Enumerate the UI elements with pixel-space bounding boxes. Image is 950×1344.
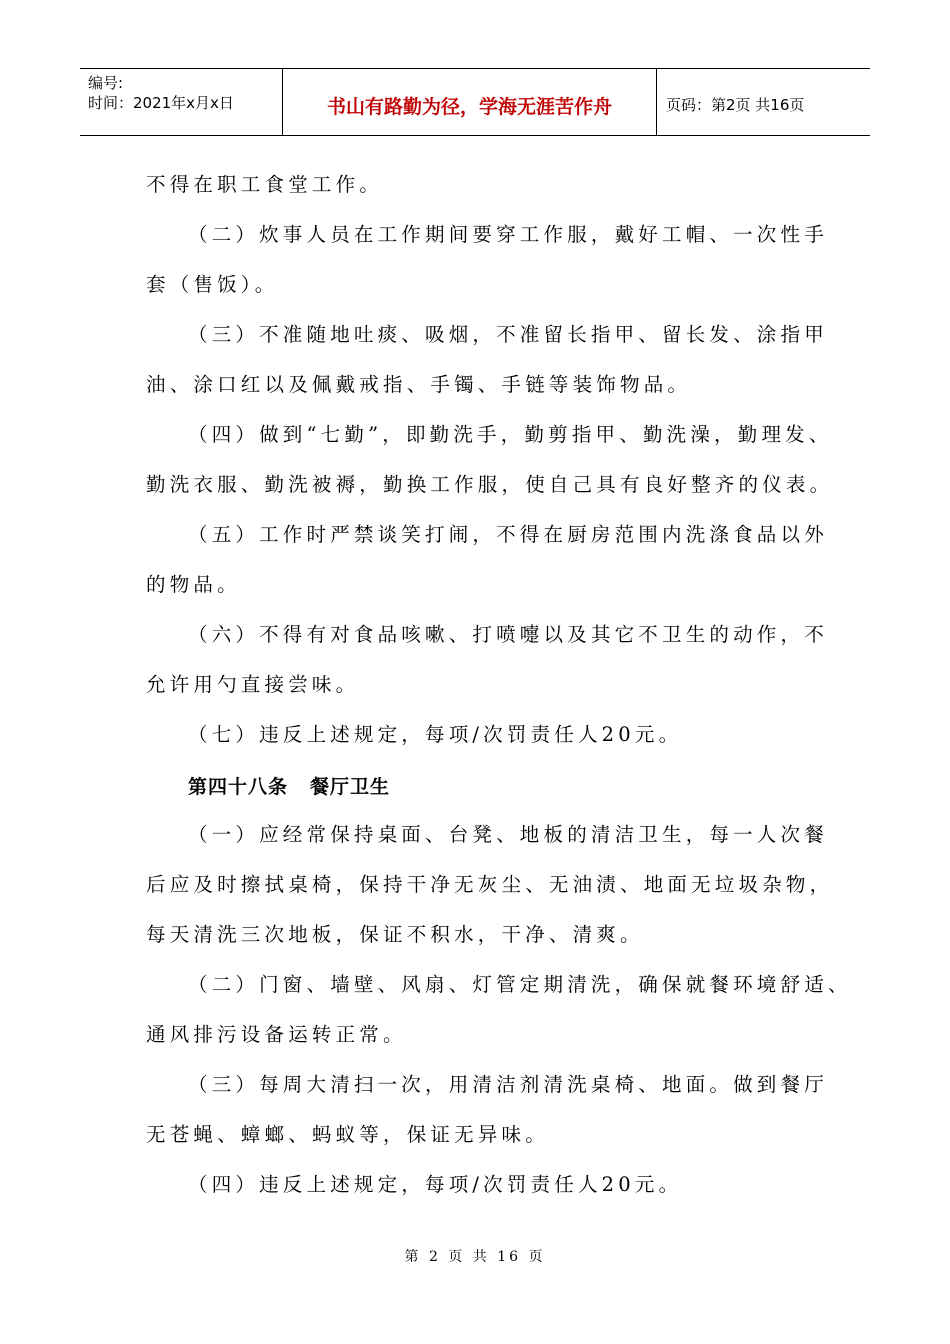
- header-meta: [80, 69, 283, 135]
- paragraph-line: 每天清洗三次地板，保证不积水，干净、清爽。: [146, 923, 644, 946]
- paragraph-line: 通风排污设备运转正常。: [146, 1023, 407, 1046]
- document-time-label: 时间：2021年x月x日: [88, 94, 234, 112]
- header-slogan: 书山有路勤为径，学海无涯苦作舟: [283, 69, 657, 135]
- paragraph-line: （三）每周大清扫一次，用清洁剂清洗桌椅、地面。做到餐厅: [188, 1073, 828, 1096]
- paragraph-line: 的物品。: [146, 573, 241, 596]
- paragraph-line: （四）违反上述规定，每项/次罚责任人20元。: [188, 1173, 683, 1196]
- paragraph-line: （一）应经常保持桌面、台凳、地板的清洁卫生，每一人次餐: [188, 823, 828, 846]
- paragraph-line: （六）不得有对食品咳嗽、打喷嚏以及其它不卫生的动作，不: [188, 623, 828, 646]
- paragraph-line: 套（售饭）。: [146, 273, 279, 296]
- document-number-label: 编号:: [88, 74, 124, 92]
- header-page-info: 页码：第2页 共16页: [666, 95, 805, 114]
- paragraph-line: 不得在职工食堂工作。: [146, 173, 384, 196]
- paragraph-line: 允许用勺直接尝味。: [146, 673, 360, 696]
- paragraph-line: 油、涂口红以及佩戴戒指、手镯、手链等装饰物品。: [146, 373, 692, 396]
- paragraph-line: 无苍蝇、蟑螂、蚂蚁等，保证无异味。: [146, 1123, 549, 1146]
- paragraph-line: 后应及时擦拭桌椅，保持干净无灰尘、无油渍、地面无垃圾杂物，: [146, 873, 834, 896]
- paragraph-line: （四）做到“七勤”，即勤洗手，勤剪指甲、勤洗澡，勤理发、: [188, 423, 833, 446]
- article-number: 第四十八条: [188, 776, 289, 798]
- paragraph-line: 勤洗衣服、勤洗被褥，勤换工作服，使自己具有良好整齐的仪表。: [146, 473, 834, 496]
- article-heading: [188, 772, 390, 799]
- page-footer: 第 2 页 共 16 页: [404, 1249, 546, 1265]
- paragraph-line: （五）工作时严禁谈笑打闹，不得在厨房范围内洗涤食品以外: [188, 523, 828, 546]
- paragraph-line: （三）不准随地吐痰、吸烟，不准留长指甲、留长发、涂指甲: [188, 323, 828, 346]
- paragraph-line: （二）炊事人员在工作期间要穿工作服，戴好工帽、一次性手: [188, 223, 828, 246]
- header-table: [80, 68, 870, 136]
- article-title: 餐厅卫生: [310, 776, 391, 798]
- paragraph-line: （七）违反上述规定，每项/次罚责任人20元。: [188, 723, 683, 746]
- paragraph-line: （二）门窗、墙壁、风扇、灯管定期清洗，确保就餐环境舒适、: [188, 973, 852, 996]
